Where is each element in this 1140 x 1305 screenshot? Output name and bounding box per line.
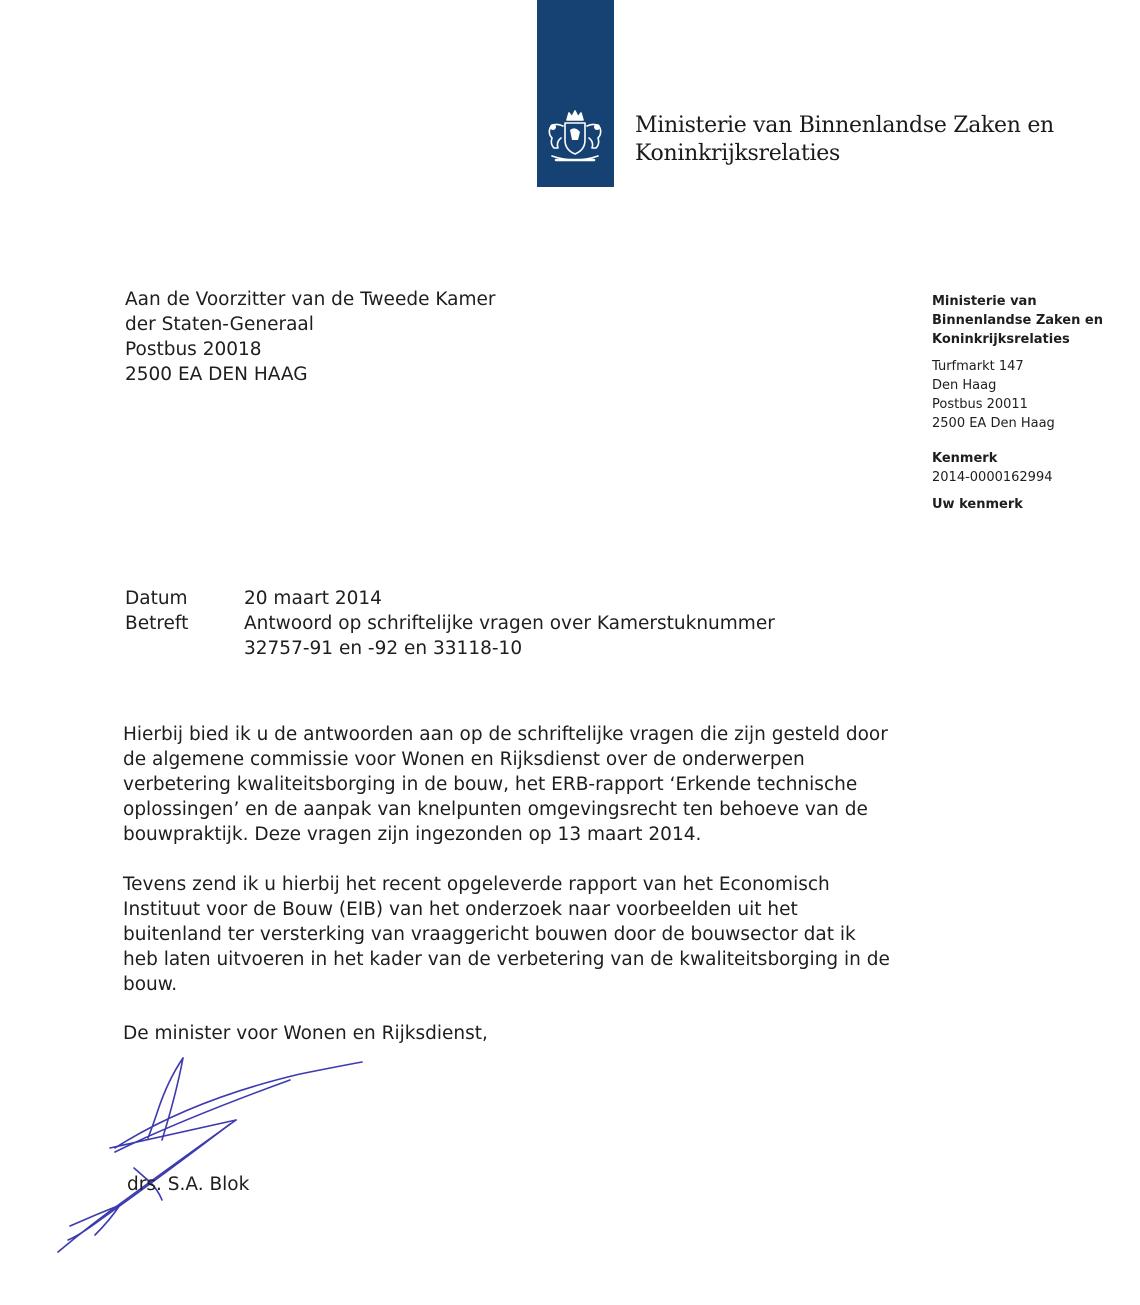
datum-label: Datum — [125, 588, 188, 609]
recipient-line: Postbus 20018 — [125, 339, 262, 360]
letter-body — [123, 722, 923, 1022]
datum-value: 20 maart 2014 — [244, 588, 382, 609]
recipient-line: Aan de Voorzitter van de Tweede Kamer — [125, 289, 496, 310]
sender-address: 2500 EA Den Haag — [932, 416, 1055, 431]
body-line: Tevens zend ik u hierbij het recent opgeleverde rapport van het Economisch — [123, 874, 830, 895]
betreft-value: Antwoord op schriftelijke vragen over Kamerstuknummer — [244, 613, 775, 634]
recipient-line: der Staten-Generaal — [125, 314, 314, 335]
body-line: bouwpraktijk. Deze vragen zijn ingezonden op 13 maart 2014. — [123, 824, 702, 845]
letter-meta — [125, 586, 775, 661]
body-paragraph-1 — [123, 722, 923, 847]
kenmerk-label: Kenmerk — [932, 451, 998, 466]
body-line: buitenland ter versterking van vraaggericht bouwen door de bouwsector dat ik — [123, 924, 856, 945]
ministry-name-line2: Koninkrijksrelaties — [635, 141, 840, 166]
ministry-name — [635, 112, 1055, 168]
body-line: Hierbij bied ik u de antwoorden aan op de schriftelijke vragen die zijn gesteld door — [123, 724, 888, 745]
body-paragraph-2 — [123, 872, 923, 997]
kenmerk-value: 2014-0000162994 — [932, 470, 1053, 485]
ministry-name-line1: Ministerie van Binnenlandse Zaken en — [635, 113, 1054, 138]
body-line: de algemene commissie voor Wonen en Rijksdienst over de onderwerpen — [123, 749, 805, 770]
betreft-value: 32757-91 en -92 en 33118-10 — [244, 638, 523, 659]
handwritten-signature — [40, 1040, 380, 1270]
uw-kenmerk-label: Uw kenmerk — [932, 497, 1023, 512]
sender-name: Ministerie van — [932, 294, 1037, 309]
sender-info — [932, 292, 1132, 514]
sender-address: Den Haag — [932, 378, 997, 393]
signer-name: drs. S.A. Blok — [127, 1174, 250, 1195]
body-line: oplossingen’ en de aanpak van knelpunten omgevingsrecht ten behoeve van de — [123, 799, 868, 820]
sender-address: Turfmarkt 147 — [932, 359, 1024, 374]
sender-name: Koninkrijksrelaties — [932, 332, 1070, 347]
body-line: bouw. — [123, 974, 178, 995]
body-line: heb laten uitvoeren in het kader van de verbetering van de kwaliteitsborging in de — [123, 949, 890, 970]
datum-row — [125, 586, 775, 611]
body-line: Instituut voor de Bouw (EIB) van het onderzoek naar voorbeelden uit het — [123, 899, 798, 920]
sender-address: Postbus 20011 — [932, 397, 1028, 412]
betreft-label: Betreft — [125, 613, 189, 634]
recipient-address — [125, 287, 495, 387]
body-line: verbetering kwaliteitsborging in de bouw, het ERB-rapport ‘Erkende technische — [123, 774, 858, 795]
sender-name: Binnenlandse Zaken en — [932, 313, 1103, 328]
recipient-line: 2500 EA DEN HAAG — [125, 364, 308, 385]
betreft-row — [125, 611, 775, 661]
government-logo-band — [537, 0, 614, 187]
closing-line: De minister voor Wonen en Rijksdienst, — [123, 1023, 488, 1044]
dutch-coat-of-arms-icon — [542, 108, 608, 168]
